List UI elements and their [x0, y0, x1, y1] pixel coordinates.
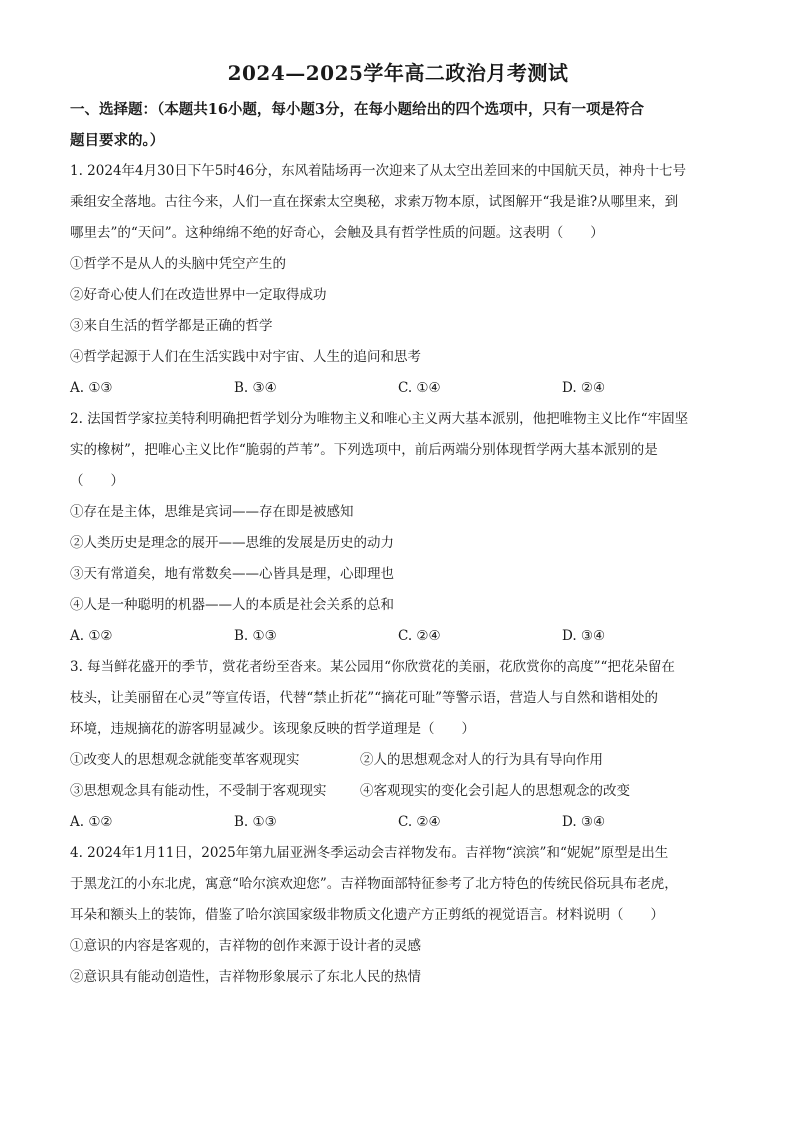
question-2-option-a[interactable]: A. ①②	[70, 628, 113, 644]
question-2-option-d[interactable]: D. ③④	[562, 628, 606, 644]
question-1-option-d[interactable]: D. ②④	[562, 380, 606, 396]
question-1-options	[70, 373, 726, 404]
question-3-statements-row-2	[70, 776, 726, 807]
question-3-statement-1: ①改变人的思想观念就能变革客观现实	[70, 752, 300, 768]
question-1-statement-4: ④哲学起源于人们在生活实践中对宇宙、人生的追问和思考	[70, 349, 421, 365]
question-2-options	[70, 621, 726, 652]
question-1-stem-line: 乘组安全落地。古往今来，人们一直在探索太空奥秘，求索万物本原，试图解开“我是谁?从哪里来，到	[70, 194, 679, 210]
question-1-option-a[interactable]: A. ①③	[70, 380, 113, 396]
question-3-stem-line: 3. 每当鲜花盛开的季节，赏花者纷至沓来。某公园用“你欣赏花的美丽，花欣赏你的高度”“把花朵留在	[70, 659, 675, 675]
question-3-option-d[interactable]: D. ③④	[562, 814, 606, 830]
question-2-statement-3: ③天有常道矣，地有常数矣——心皆具是理，心即理也	[70, 566, 394, 582]
question-2-stem-line: 2. 法国哲学家拉美特利明确把哲学划分为唯物主义和唯心主义两大基本派别，他把唯物主义比作“牢固坚	[70, 411, 689, 427]
question-2-option-b[interactable]: B. ①③	[234, 628, 277, 644]
question-1-statement-1: ①哲学不是从人的头脑中凭空产生的	[70, 256, 286, 272]
question-2-stem-line: （ ）	[70, 473, 124, 489]
question-2-statement-4: ④人是一种聪明的机器——人的本质是社会关系的总和	[70, 597, 394, 613]
section-heading-continued: 题目要求的。）	[70, 132, 165, 149]
question-3-stem-line: 枝头，让美丽留在心灵”等宣传语，代替“禁止折花”“摘花可耻”等警示语，营造人与自然和谐相处的	[70, 690, 659, 706]
question-4-statement-1: ①意识的内容是客观的，吉祥物的创作来源于设计者的灵感	[70, 938, 421, 954]
question-3-option-b[interactable]: B. ①③	[234, 814, 277, 830]
question-1-option-b[interactable]: B. ③④	[234, 380, 277, 396]
question-2-option-c[interactable]: C. ②④	[398, 628, 441, 644]
page-title: 2024—2025学年高二政治月考测试	[227, 61, 569, 85]
question-3-stem-line: 环境，违规摘花的游客明显减少。该现象反映的哲学道理是（ ）	[70, 721, 475, 737]
question-3-statement-4: ④客观现实的变化会引起人的思想观念的改变	[360, 783, 630, 799]
question-2-stem-line: 实的橡树”，把唯心主义比作“脆弱的芦苇”。下列选项中，前后两端分别体现哲学两大基本派别的是	[70, 442, 658, 458]
question-4-stem-line: 4. 2024年1月11日，2025年第九届亚洲冬季运动会吉祥物发布。吉祥物“滨滨”和“妮妮”原型是出生	[70, 845, 669, 861]
question-4	[70, 838, 726, 993]
question-2-statement-2: ②人类历史是理念的展开——思维的发展是历史的动力	[70, 535, 394, 551]
question-4-stem-line: 耳朵和额头上的装饰，借鉴了哈尔滨国家级非物质文化遗产方正剪纸的视觉语言。材料说明（ ）	[70, 907, 664, 923]
question-2	[70, 404, 726, 652]
question-3-option-a[interactable]: A. ①②	[70, 814, 113, 830]
section-heading: 一、选择题：（本题共16小题，每小题3分，在每小题给出的四个选项中，只有一项是符合	[70, 101, 645, 118]
question-3	[70, 652, 726, 838]
document-page	[70, 60, 726, 993]
question-3-statements-row-1	[70, 745, 726, 776]
question-1-statement-2: ②好奇心使人们在改造世界中一定取得成功	[70, 287, 327, 303]
question-3-statement-2: ②人的思想观念对人的行为具有导向作用	[360, 752, 603, 768]
question-3-option-c[interactable]: C. ②④	[398, 814, 441, 830]
question-1-option-c[interactable]: C. ①④	[398, 380, 441, 396]
question-3-options	[70, 807, 726, 838]
question-1-stem-line: 1. 2024年4月30日下午5时46分，东风着陆场再一次迎来了从太空出差回来的中国航天员，神舟十七号	[70, 163, 687, 179]
question-1-stem-line: 哪里去”的“天问”。这种绵绵不绝的好奇心，会触及具有哲学性质的问题。这表明（ ）	[70, 225, 604, 241]
question-1	[70, 156, 726, 404]
question-3-statement-3: ③思想观念具有能动性，不受制于客观现实	[70, 783, 327, 799]
question-1-statement-3: ③来自生活的哲学都是正确的哲学	[70, 318, 273, 334]
question-4-statement-2: ②意识具有能动创造性，吉祥物形象展示了东北人民的热情	[70, 969, 421, 985]
question-2-statement-1: ①存在是主体，思维是宾词——存在即是被感知	[70, 504, 354, 520]
question-4-stem-line: 于黑龙江的小东北虎，寓意“哈尔滨欢迎您”。吉祥物面部特征参考了北方特色的传统民俗玩具布老虎，	[70, 876, 678, 892]
